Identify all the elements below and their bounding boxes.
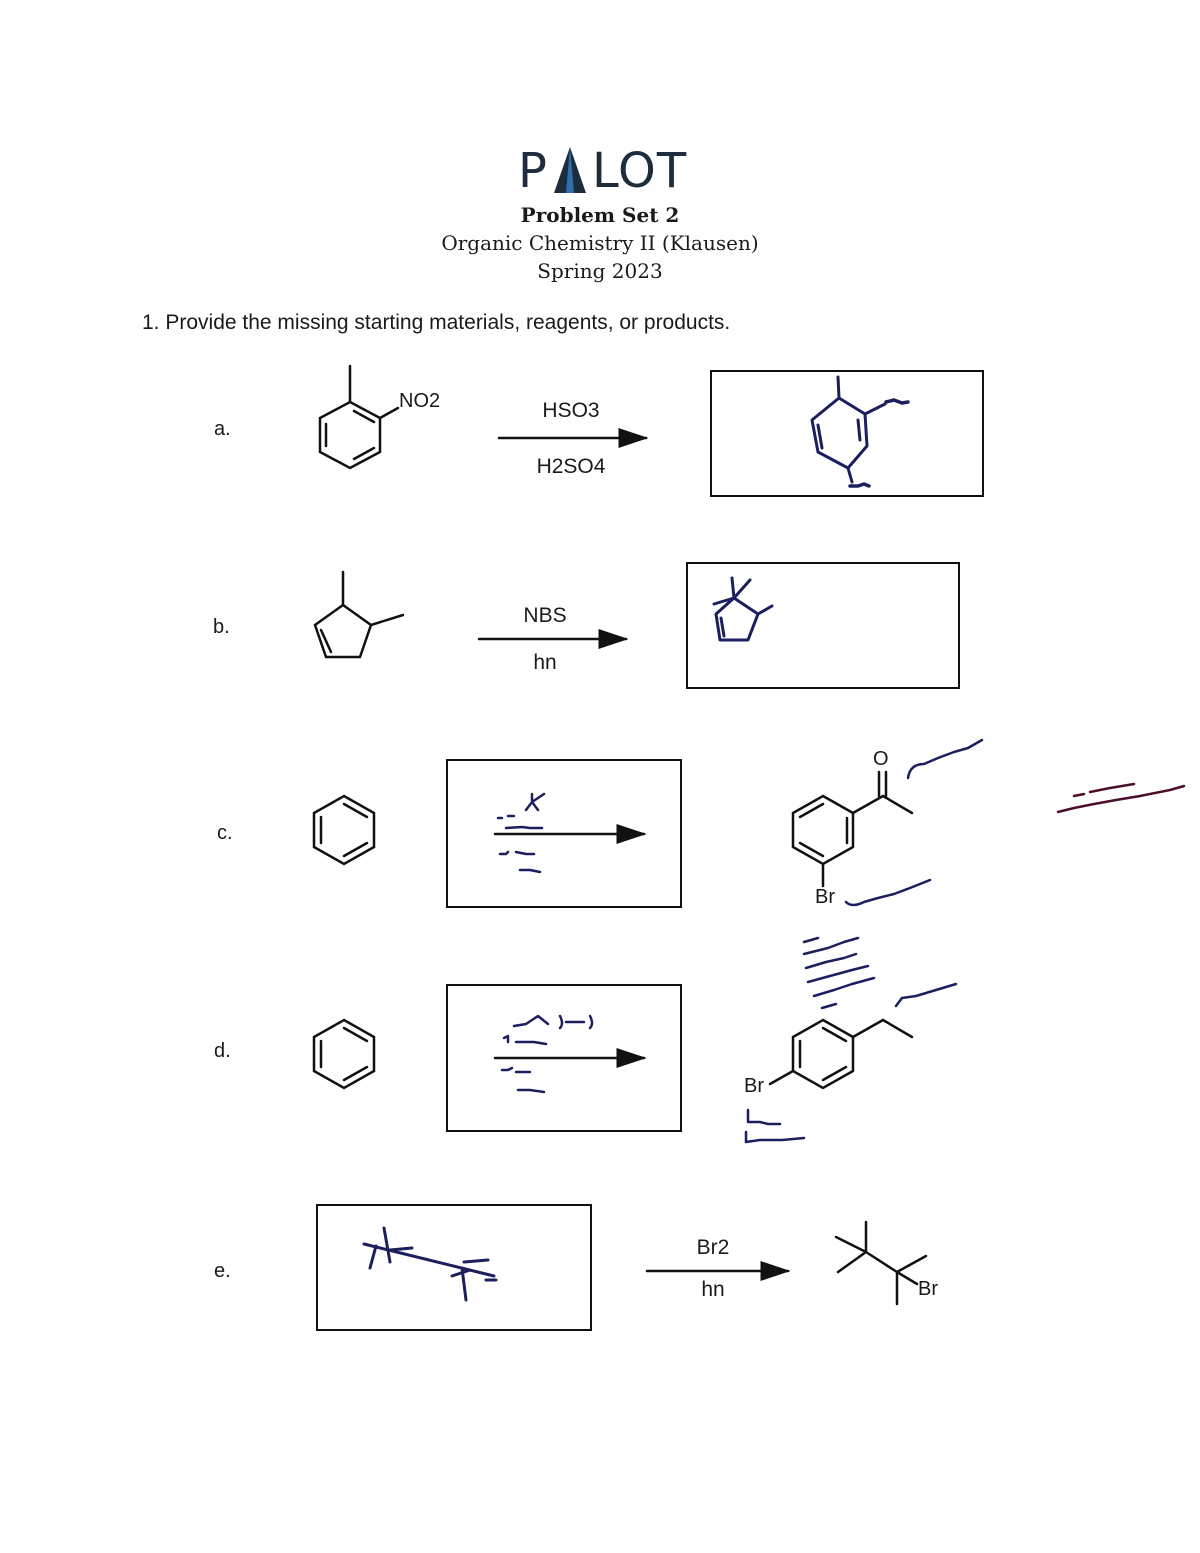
part-b-reagent-top: NBS bbox=[523, 604, 567, 627]
part-d-label: d. bbox=[214, 1040, 231, 1062]
part-c-side-note bbox=[1058, 784, 1184, 812]
question-prompt: 1. Provide the missing starting materials, reagents, or products. bbox=[142, 311, 731, 334]
part-c-margin-notes bbox=[804, 740, 982, 1008]
part-a-reagent-bottom: H2SO4 bbox=[536, 455, 606, 478]
part-b-reagent-bottom: hn bbox=[533, 651, 557, 674]
part-d-margin-notes bbox=[746, 984, 956, 1142]
logo-text-left: P bbox=[518, 143, 548, 199]
part-c-handwritten-reagents bbox=[498, 794, 544, 872]
logo-text-right: LOT bbox=[592, 143, 688, 199]
part-e-bromine-label: Br bbox=[918, 1278, 938, 1300]
part-a-reagent-top: HSO3 bbox=[542, 399, 600, 422]
part-d-bromine-label: Br bbox=[744, 1075, 764, 1097]
part-a-label: a. bbox=[214, 418, 231, 440]
part-c-oxygen-label: O bbox=[873, 748, 889, 770]
part-b-label: b. bbox=[213, 616, 230, 638]
part-e-reagent-bottom: hn bbox=[701, 1278, 725, 1301]
part-b-handwritten-answer bbox=[714, 578, 772, 640]
part-c-bromine-label: Br bbox=[815, 886, 835, 908]
page-title: Problem Set 2 bbox=[520, 203, 680, 227]
part-c-label: c. bbox=[217, 822, 233, 844]
course-name: Organic Chemistry II (Klausen) bbox=[441, 231, 759, 255]
part-a-nitro-label: NO2 bbox=[399, 390, 441, 412]
part-a-handwritten-answer bbox=[812, 377, 908, 486]
part-d-handwritten-reagents bbox=[502, 1016, 592, 1092]
part-e-handwritten-answer bbox=[364, 1228, 496, 1300]
part-e-label: e. bbox=[214, 1260, 231, 1282]
term: Spring 2023 bbox=[537, 259, 663, 283]
part-e-reagent-top: Br2 bbox=[696, 1236, 730, 1259]
